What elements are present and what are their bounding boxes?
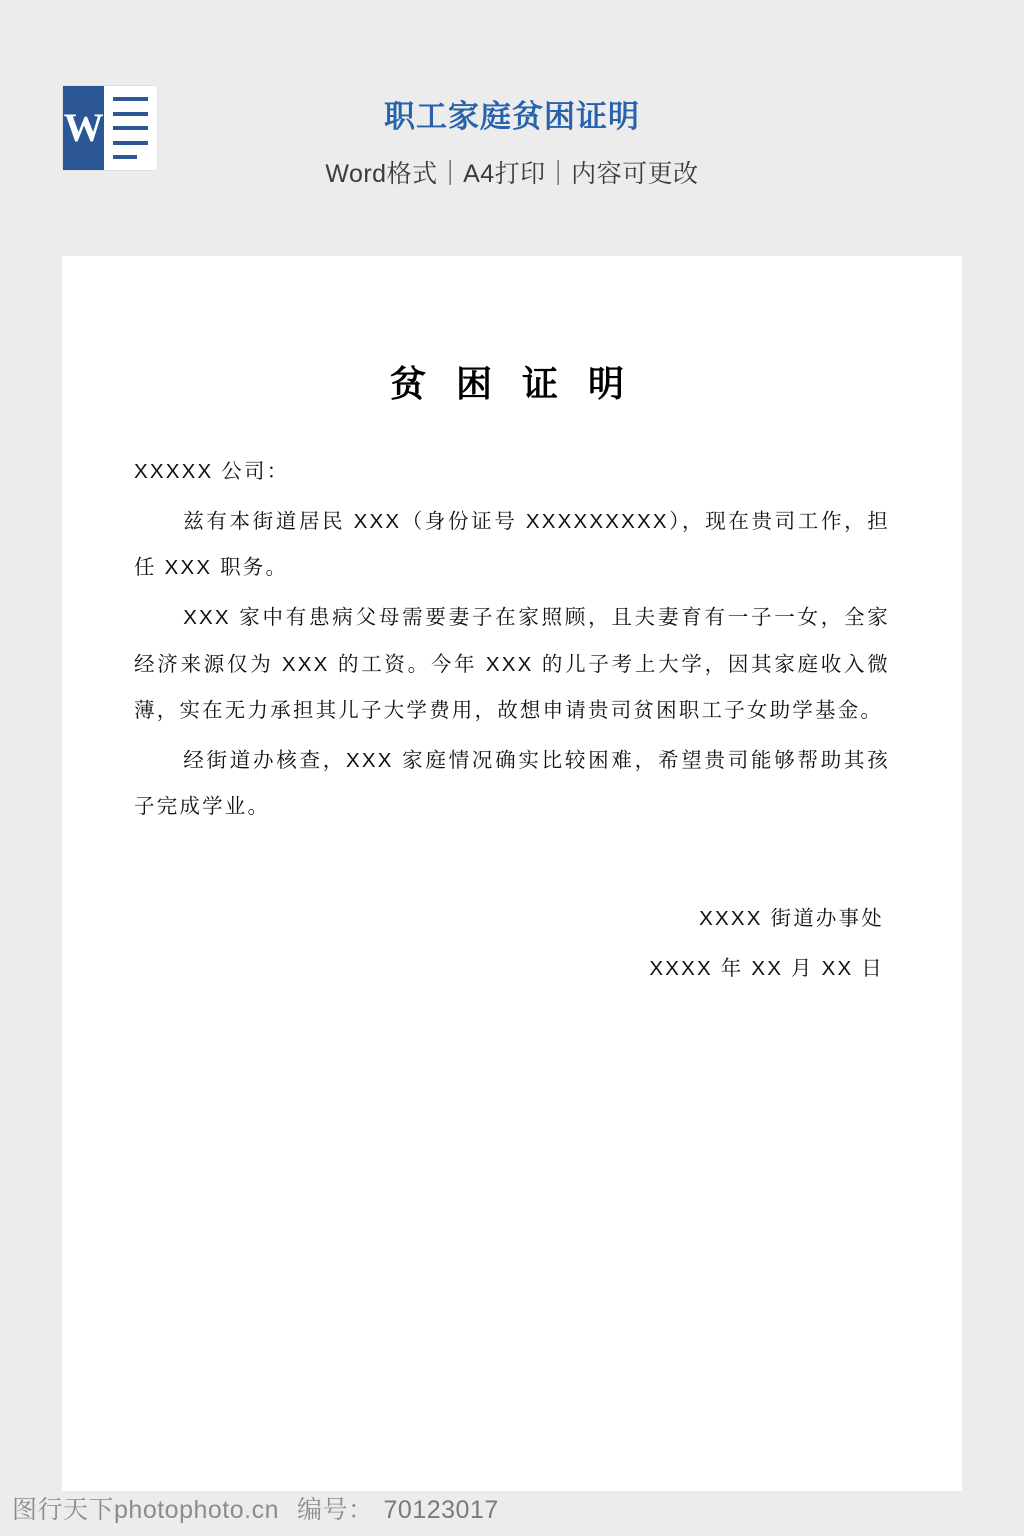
signature-block: [134, 896, 890, 992]
body-paragraph: 兹有本街道居民 XXX（身份证号 XXXXXXXXX），现在贵司工作，担任 XXX 职务。: [134, 510, 890, 580]
page-title: 职工家庭贫困证明: [384, 99, 640, 134]
page-header: [0, 0, 1024, 256]
salutation-line: XXXXX 公司：: [134, 460, 290, 483]
document-page: [62, 256, 962, 1491]
signature-date: XXXX 年 XX 月 XX 日: [649, 957, 884, 981]
watermark-site: photophoto.cn: [114, 1496, 279, 1524]
page-subtitle: Word格式｜A4打印｜内容可更改: [325, 159, 699, 188]
word-logo-letter: W: [63, 86, 104, 170]
footer-watermark: [12, 1490, 499, 1526]
signature-org: XXXX 街道办事处: [699, 907, 884, 930]
document-title: 贫 困 证 明: [389, 363, 634, 404]
document-body: [134, 449, 890, 830]
header-text-block: [0, 96, 1024, 190]
watermark-code-label: 编号：: [297, 1496, 374, 1524]
body-paragraph: 经街道办核查，XXX 家庭情况确实比较困难，希望贵司能够帮助其孩子完成学业。: [134, 748, 890, 818]
document-content: [62, 256, 962, 992]
body-paragraph: XXX 家中有患病父母需要妻子在家照顾，且夫妻育有一子一女，全家经济来源仅为 XXX 的工资。今年 XXX 的儿子考上大学，因其家庭收入微薄，实在无力承担其儿子大学费用，故想申请贵司贫困职工子女助学基金。: [134, 606, 890, 722]
watermark-code-value: 70123017: [383, 1496, 499, 1524]
watermark-brand: 图行天下: [12, 1496, 115, 1524]
